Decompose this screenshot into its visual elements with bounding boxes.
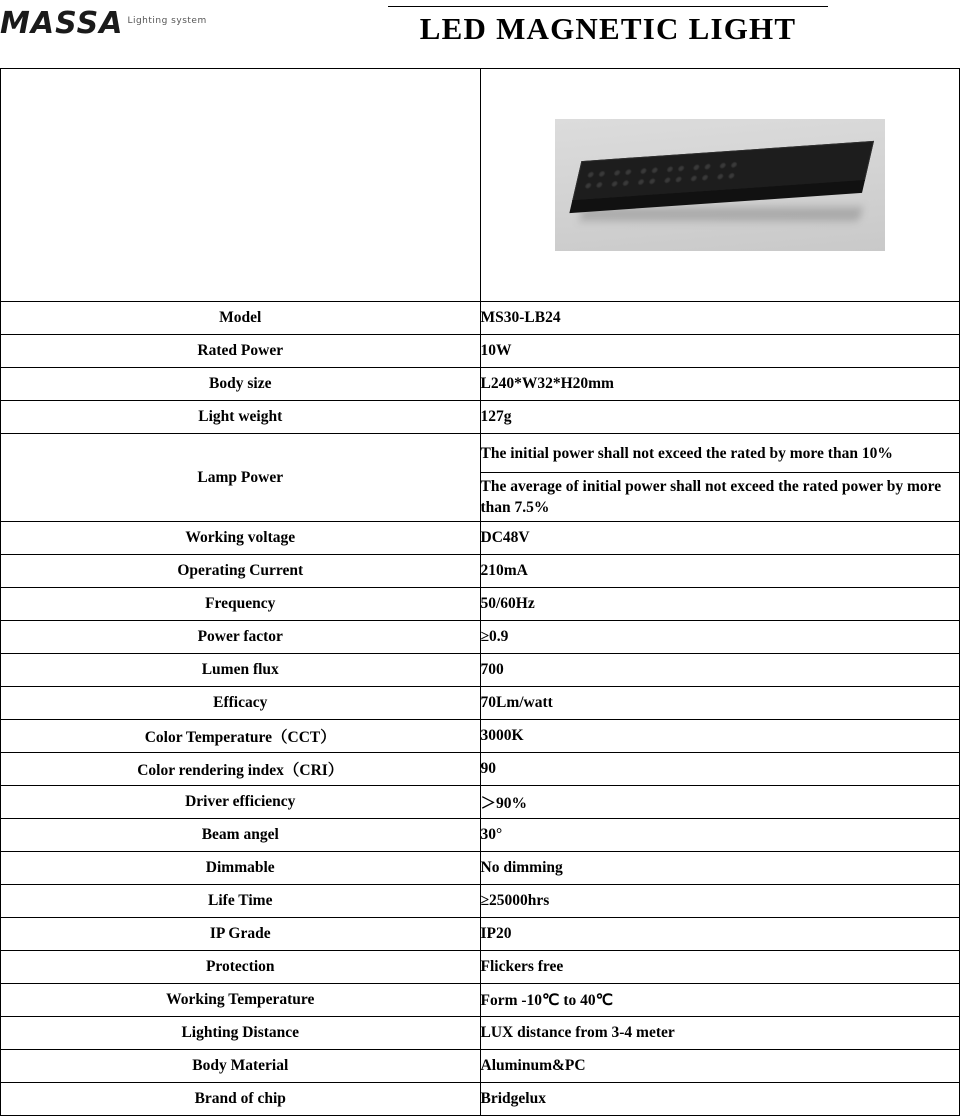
- spec-value-secondary: The average of initial power shall not exceed the rated power by more than 7.5%: [480, 473, 960, 522]
- spec-value: LUX distance from 3-4 meter: [480, 1017, 960, 1050]
- spec-value: Form -10℃ to 40℃: [480, 984, 960, 1017]
- spec-label: Lighting Distance: [1, 1017, 481, 1050]
- specification-table: [0, 68, 960, 1116]
- spec-value: IP20: [480, 918, 960, 951]
- spec-label: Beam angel: [1, 819, 481, 852]
- spec-value: Bridgelux: [480, 1083, 960, 1116]
- spec-label: Model: [1, 302, 481, 335]
- spec-value: The initial power shall not exceed the rated by more than 10%: [480, 434, 960, 473]
- spec-label: Rated Power: [1, 335, 481, 368]
- spec-value: Aluminum&PC: [480, 1050, 960, 1083]
- spec-label: Power factor: [1, 621, 481, 654]
- spec-label: Body Material: [1, 1050, 481, 1083]
- table-row: [1, 984, 960, 1017]
- product-photo: [555, 119, 885, 251]
- table-row: [1, 1050, 960, 1083]
- spec-label: Lumen flux: [1, 654, 481, 687]
- spec-label: Life Time: [1, 885, 481, 918]
- title-divider: [388, 6, 828, 7]
- spec-value: No dimming: [480, 852, 960, 885]
- product-photo-wrap: [481, 69, 960, 301]
- spec-value: 30°: [480, 819, 960, 852]
- spec-value: 90: [480, 753, 960, 786]
- spec-label: Frequency: [1, 588, 481, 621]
- spec-value: 50/60Hz: [480, 588, 960, 621]
- table-row: [1, 621, 960, 654]
- spec-value: DC48V: [480, 522, 960, 555]
- table-row: [1, 885, 960, 918]
- spec-label: Working Temperature: [1, 984, 481, 1017]
- table-row: [1, 720, 960, 753]
- table-row: [1, 522, 960, 555]
- spec-label: Efficacy: [1, 687, 481, 720]
- table-row: [1, 819, 960, 852]
- table-row-product-image: [1, 69, 960, 302]
- spec-value: ≥25000hrs: [480, 885, 960, 918]
- spec-label: Color Temperature（CCT）: [1, 720, 481, 753]
- spec-value: 210mA: [480, 555, 960, 588]
- spec-label: Dimmable: [1, 852, 481, 885]
- table-row: [1, 401, 960, 434]
- spec-label: Body size: [1, 368, 481, 401]
- spec-value: 3000K: [480, 720, 960, 753]
- table-row: [1, 852, 960, 885]
- spec-label: Working voltage: [1, 522, 481, 555]
- spec-label: Color rendering index（CRI）: [1, 753, 481, 786]
- page-title: LED MAGNETIC LIGHT: [419, 11, 797, 46]
- spec-value: Flickers free: [480, 951, 960, 984]
- spec-value: ≥0.9: [480, 621, 960, 654]
- table-row: [1, 1017, 960, 1050]
- table-row: [1, 918, 960, 951]
- spec-value: 70Lm/watt: [480, 687, 960, 720]
- spec-value: 127g: [480, 401, 960, 434]
- spec-label: Light weight: [1, 401, 481, 434]
- table-row: [1, 335, 960, 368]
- spec-table-body: [1, 69, 960, 1116]
- table-row: [1, 753, 960, 786]
- spec-label: Lamp Power: [1, 434, 481, 522]
- table-row-lamp-power-1: [1, 434, 960, 473]
- spec-label: Driver efficiency: [1, 786, 481, 819]
- table-row: [1, 588, 960, 621]
- brand-logo-text: MASSA: [0, 6, 124, 41]
- spec-value: L240*W32*H20mm: [480, 368, 960, 401]
- table-row: [1, 687, 960, 720]
- table-row: [1, 654, 960, 687]
- product-image-cell: [480, 69, 960, 302]
- image-row-blank-cell: [1, 69, 481, 302]
- table-row: [1, 368, 960, 401]
- spec-label: Protection: [1, 951, 481, 984]
- spec-label: Brand of chip: [1, 1083, 481, 1116]
- document-header: [0, 0, 960, 68]
- title-block: [258, 6, 958, 49]
- spec-value: 700: [480, 654, 960, 687]
- table-row: [1, 951, 960, 984]
- spec-label: Operating Current: [1, 555, 481, 588]
- table-row: [1, 302, 960, 335]
- spec-value: ＞90%: [480, 786, 960, 819]
- table-row: [1, 1083, 960, 1116]
- brand-logo-subtext: Lighting system: [127, 16, 207, 26]
- spec-value: 10W: [480, 335, 960, 368]
- spec-label: IP Grade: [1, 918, 481, 951]
- table-row: [1, 555, 960, 588]
- spec-value: MS30-LB24: [480, 302, 960, 335]
- brand-logo: [0, 8, 250, 50]
- table-row: [1, 786, 960, 819]
